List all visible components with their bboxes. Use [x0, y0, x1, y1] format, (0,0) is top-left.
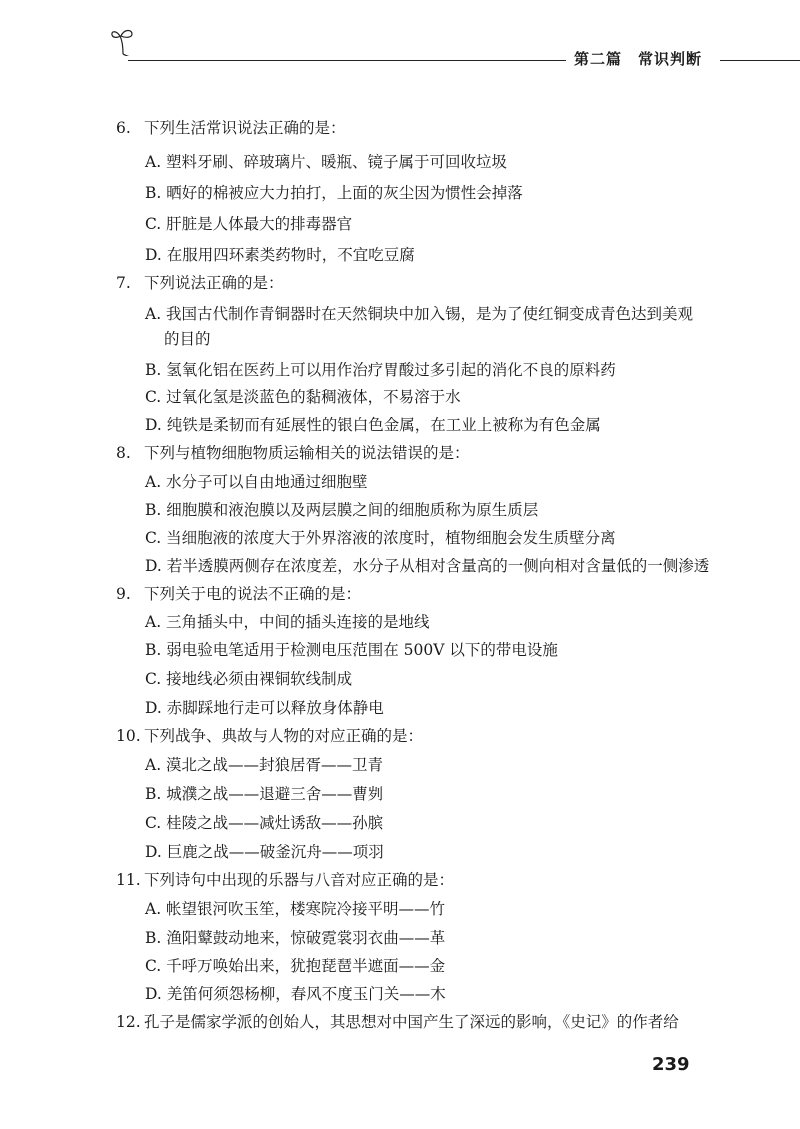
question-text: 下列说法正确的是： [144, 274, 284, 292]
question-9 [116, 584, 361, 604]
option-a: A. 塑料牙刷、碎玻璃片、暖瓶、镜子属于可回收垃圾 [145, 153, 508, 171]
option-a: A. 三角插头中，中间的插头连接的是地线 [145, 613, 430, 631]
question-text: 下列生活常识说法正确的是： [144, 119, 346, 137]
question-text: 下列战争、典故与人物的对应正确的是： [144, 727, 424, 745]
option-a: A. 漠北之战——封狼居胥——卫青 [145, 756, 384, 774]
question-7 [116, 273, 284, 293]
option-a-continued: 的目的 [164, 330, 211, 348]
question-6 [116, 118, 346, 138]
question-text: 下列诗句中出现的乐器与八音对应正确的是： [144, 871, 455, 889]
header-rule-left [128, 60, 566, 61]
option-d: D. 巨鹿之战——破釜沉舟——项羽 [145, 843, 384, 861]
option-c: C. 肝脏是人体最大的排毒器官 [145, 215, 353, 233]
option-a: A. 帐望银河吹玉笙，楼寒院冷接平明——竹 [145, 900, 446, 918]
option-b: B. 细胞膜和液泡膜以及两层膜之间的细胞质称为原生质层 [145, 501, 539, 519]
option-c: C. 过氧化氢是淡蓝色的黏稠液体，不易溶于水 [145, 388, 461, 406]
option-c: C. 当细胞液的浓度大于外界溶液的浓度时，植物细胞会发生质壁分离 [145, 529, 616, 547]
question-number: 10. [116, 727, 141, 745]
question-number: 6. [116, 119, 131, 137]
option-d: D. 羌笛何须怨杨柳，春风不度玉门关——木 [145, 985, 446, 1003]
question-number: 11. [116, 871, 141, 889]
option-a: A. 我国古代制作青铜器时在天然铜块中加入锡，是为了使红铜变成青色达到美观 [145, 305, 694, 323]
option-d: D. 在服用四环素类药物时，不宜吃豆腐 [145, 246, 415, 264]
option-c: C. 桂陵之战——减灶诱敌——孙膑 [145, 814, 384, 832]
section-title: 第二篇 常识判断 [574, 50, 703, 68]
question-text: 下列与植物细胞物质运输相关的说法错误的是： [144, 444, 470, 462]
option-b: B. 弱电验电笔适用于检测电压范围在 500V 以下的带电设施 [145, 641, 558, 659]
question-number: 9. [116, 585, 131, 603]
option-b: B. 氢氧化铝在医药上可以用作治疗胃酸过多引起的消化不良的原料药 [145, 361, 616, 379]
question-text: 孔子是儒家学派的创始人，其思想对中国产生了深远的影响，《史记》的作者给 [144, 1013, 679, 1031]
question-number: 7. [116, 274, 131, 292]
question-text: 下列关于电的说法不正确的是： [144, 585, 362, 603]
option-d: D. 若半透膜两侧存在浓度差，水分子从相对含量高的一侧向相对含量低的一侧渗透 [145, 557, 710, 575]
question-8 [116, 443, 470, 463]
option-d: D. 纯铁是柔韧而有延展性的银白色金属，在工业上被称为有色金属 [145, 416, 601, 434]
option-a: A. 水分子可以自由地通过细胞壁 [145, 473, 368, 491]
question-12 [116, 1012, 679, 1032]
option-b: B. 城濮之战——退避三舍——曹刿 [145, 785, 384, 803]
sprout-icon [110, 26, 136, 56]
question-number: 12. [116, 1013, 141, 1031]
option-b: B. 渔阳鼙鼓动地来，惊破霓裳羽衣曲——革 [145, 929, 446, 947]
page-header [0, 0, 800, 80]
option-d: D. 赤脚踩地行走可以释放身体静电 [145, 699, 384, 717]
question-11 [116, 870, 454, 890]
question-10 [116, 726, 423, 746]
question-number: 8. [116, 444, 131, 462]
option-b: B. 晒好的棉被应大力拍打，上面的灰尘因为惯性会掉落 [145, 184, 523, 202]
page-number: 239 [652, 1054, 690, 1075]
option-c: C. 千呼万唤始出来，犹抱琵琶半遮面——金 [145, 957, 446, 975]
option-c: C. 接地线必须由裸铜软线制成 [145, 670, 353, 688]
header-rule-right [720, 60, 800, 61]
